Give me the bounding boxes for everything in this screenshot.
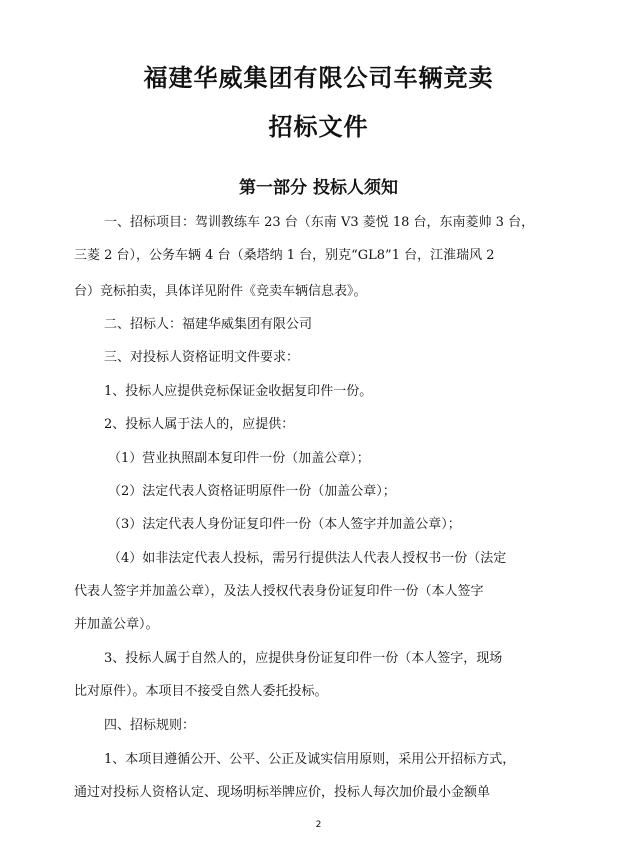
list-item: （3）法定代表人身份证复印件一份（本人签字并加盖公章）；	[108, 517, 461, 532]
paragraph-line-tenderer: 二、招标人：福建华威集团有限公司	[104, 317, 313, 332]
paragraph-line: 比对原件）。本项目不接受自然人委托投标。	[74, 684, 328, 699]
paragraph-line: 并加盖公章）。	[74, 617, 159, 632]
paragraph-line-qualification: 三、对投标人资格证明文件要求：	[104, 350, 300, 365]
page-number: 2	[315, 820, 322, 830]
paragraph-line-deposit: 1、投标人应提供竞标保证金收据复印件一份。	[104, 384, 373, 399]
paragraph-line-tender-project: 一、招标项目：驾训教练车 23 台（东南 V3 菱悦 18 台，东南菱帅 3 台，	[104, 215, 535, 230]
paragraph-line: 代表人签字并加盖公章），及法人授权代表身份证复印件一份（本人签字	[74, 584, 484, 599]
list-item: （4）如非法定代表人投标，需另行提供法人代表人授权书一份（法定	[108, 551, 507, 566]
paragraph-line-natural-person: 3、投标人属于自然人的，应提供身份证复印件一份（本人签字，现场	[104, 651, 503, 666]
list-item: （2）法定代表人资格证明原件一份（加盖公章）；	[108, 484, 396, 499]
section-heading: 第一部分 投标人须知	[239, 178, 398, 198]
paragraph-line: 台）竞标拍卖，具体详见附件《竞卖车辆信息表》。	[74, 284, 367, 299]
document-title: 福建华威集团有限公司车辆竞卖	[143, 63, 494, 92]
paragraph-line: 三菱 2 台），公务车辆 4 台（桑塔纳 1 台，别克“GL8”1 台，江淮瑞风 2	[74, 248, 495, 263]
paragraph-line: 通过对投标人资格认定、现场明标举牌应价，投标人每次加价最小金额单	[74, 785, 491, 800]
document-subtitle: 招标文件	[268, 112, 369, 141]
paragraph-line-legal-person: 2、投标人属于法人的，应提供：	[104, 417, 295, 432]
paragraph-line-tender-rules: 四、招标规则：	[104, 718, 196, 733]
paragraph-line: 1、本项目遵循公开、公平、公正及诚实信用原则，采用公开招标方式，	[104, 752, 516, 767]
list-item: （1）营业执照副本复印件一份（加盖公章）；	[108, 451, 370, 466]
